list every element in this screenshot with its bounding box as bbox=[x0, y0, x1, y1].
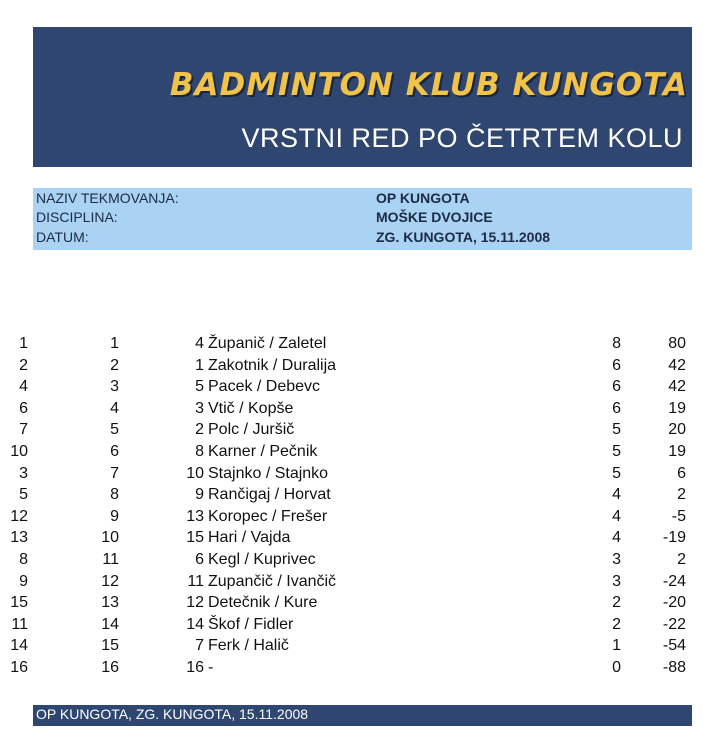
pair-name-cell: Karner / Pečnik bbox=[208, 443, 318, 460]
pair-name-cell: Stajnko / Stajnko bbox=[208, 464, 329, 482]
wins-cell: 0 bbox=[612, 659, 621, 676]
table-row bbox=[0, 421, 720, 442]
pair-number-cell: 2 bbox=[195, 421, 204, 439]
point-difference-cell: 2 bbox=[677, 551, 686, 568]
seed-cell: 2 bbox=[19, 356, 28, 374]
info-label: NAZIV TEKMOVANJA: bbox=[36, 190, 179, 206]
rank-cell: 4 bbox=[110, 399, 119, 417]
table-row bbox=[0, 616, 720, 637]
rank-cell: 7 bbox=[110, 464, 119, 482]
point-difference-cell: -19 bbox=[662, 529, 686, 547]
point-difference-cell: 2 bbox=[677, 486, 686, 504]
pair-name-cell: Škof / Fidler bbox=[208, 615, 294, 633]
seed-cell: 10 bbox=[10, 443, 28, 460]
wins-cell: 8 bbox=[612, 335, 621, 352]
seed-cell: 4 bbox=[19, 378, 28, 396]
point-difference-cell: -22 bbox=[662, 615, 686, 633]
pair-name-cell: - bbox=[208, 659, 214, 676]
seed-cell: 15 bbox=[10, 594, 28, 612]
pair-name-cell: Pacek / Debevc bbox=[208, 378, 321, 396]
wins-cell: 3 bbox=[612, 572, 621, 590]
wins-cell: 4 bbox=[612, 486, 621, 504]
table-row bbox=[0, 551, 720, 572]
rank-cell: 16 bbox=[101, 659, 119, 676]
footer-bar bbox=[33, 705, 692, 726]
info-value: ZG. KUNGOTA, 15.11.2008 bbox=[376, 229, 551, 245]
wins-cell: 6 bbox=[612, 356, 621, 374]
rank-cell: 8 bbox=[110, 486, 119, 504]
wins-cell: 5 bbox=[612, 464, 621, 482]
point-difference-cell: -20 bbox=[662, 594, 686, 612]
rank-cell: 13 bbox=[101, 594, 119, 612]
wins-cell: 6 bbox=[612, 399, 621, 417]
pair-name-cell: Rančigaj / Horvat bbox=[208, 486, 331, 504]
wins-cell: 2 bbox=[612, 615, 621, 633]
pair-number-cell: 13 bbox=[186, 507, 204, 525]
table-row bbox=[0, 357, 720, 378]
pair-number-cell: 8 bbox=[195, 443, 204, 460]
rank-cell: 3 bbox=[110, 378, 119, 396]
pair-number-cell: 9 bbox=[195, 486, 204, 504]
table-row bbox=[0, 486, 720, 507]
table-row bbox=[0, 508, 720, 529]
pair-number-cell: 11 bbox=[187, 572, 204, 590]
table-row bbox=[0, 594, 720, 615]
pair-name-cell: Detečnik / Kure bbox=[208, 594, 318, 612]
page-subtitle: VRSTNI RED PO ČETRTEM KOLU bbox=[241, 123, 683, 153]
club-title: BADMINTON KLUB KUNGOTA bbox=[169, 67, 688, 103]
rank-cell: 11 bbox=[102, 551, 119, 568]
seed-cell: 6 bbox=[19, 399, 28, 417]
rank-cell: 2 bbox=[110, 356, 119, 374]
footer-text: OP KUNGOTA, ZG. KUNGOTA, 15.11.2008 bbox=[36, 706, 309, 722]
point-difference-cell: 42 bbox=[668, 378, 686, 396]
pair-number-cell: 1 bbox=[195, 356, 204, 374]
pair-number-cell: 7 bbox=[195, 637, 204, 655]
rank-cell: 14 bbox=[101, 615, 119, 633]
pair-number-cell: 5 bbox=[195, 378, 204, 396]
seed-cell: 8 bbox=[19, 551, 28, 568]
info-row-date bbox=[33, 229, 692, 247]
table-row bbox=[0, 378, 720, 399]
pair-name-cell: Županič / Zaletel bbox=[208, 335, 327, 352]
seed-cell: 7 bbox=[19, 421, 28, 439]
table-row bbox=[0, 529, 720, 550]
point-difference-cell: -24 bbox=[662, 572, 686, 590]
table-row bbox=[0, 465, 720, 486]
seed-cell: 12 bbox=[10, 507, 28, 525]
wins-cell: 2 bbox=[612, 594, 621, 612]
wins-cell: 4 bbox=[612, 529, 621, 547]
seed-cell: 9 bbox=[19, 572, 28, 590]
seed-cell: 11 bbox=[11, 615, 28, 633]
rank-cell: 10 bbox=[101, 529, 119, 547]
pair-number-cell: 12 bbox=[186, 594, 204, 612]
wins-cell: 5 bbox=[612, 421, 621, 439]
rank-cell: 9 bbox=[110, 507, 119, 525]
info-label: DATUM: bbox=[36, 229, 89, 245]
pair-number-cell: 3 bbox=[195, 399, 204, 417]
wins-cell: 5 bbox=[612, 443, 621, 460]
seed-cell: 14 bbox=[10, 637, 28, 655]
info-value: MOŠKE DVOJICE bbox=[376, 209, 493, 225]
pair-number-cell: 15 bbox=[186, 529, 204, 547]
table-row bbox=[0, 335, 720, 356]
info-row-competition bbox=[33, 190, 692, 208]
rank-cell: 12 bbox=[101, 572, 119, 590]
point-difference-cell: 6 bbox=[677, 464, 686, 482]
point-difference-cell: 19 bbox=[668, 399, 686, 417]
table-row bbox=[0, 573, 720, 594]
info-value: OP KUNGOTA bbox=[376, 190, 470, 206]
pair-number-cell: 4 bbox=[195, 335, 204, 352]
pair-name-cell: Zakotnik / Duralija bbox=[208, 356, 337, 374]
rank-cell: 6 bbox=[110, 443, 119, 460]
seed-cell: 16 bbox=[10, 659, 28, 676]
pair-name-cell: Koropec / Frešer bbox=[208, 507, 328, 525]
point-difference-cell: 80 bbox=[668, 335, 686, 352]
pair-name-cell: Vtič / Kopše bbox=[208, 399, 294, 417]
seed-cell: 5 bbox=[19, 486, 28, 504]
pair-name-cell: Polc / Juršič bbox=[208, 421, 295, 439]
rank-cell: 1 bbox=[110, 335, 119, 352]
table-row bbox=[0, 443, 720, 464]
info-row-discipline bbox=[33, 209, 692, 227]
point-difference-cell: 19 bbox=[668, 443, 686, 460]
pair-name-cell: Hari / Vajda bbox=[208, 529, 291, 547]
point-difference-cell: -54 bbox=[662, 637, 686, 655]
pair-number-cell: 10 bbox=[186, 464, 204, 482]
pair-name-cell: Ferk / Halič bbox=[208, 637, 289, 655]
wins-cell: 6 bbox=[612, 378, 621, 396]
rank-cell: 15 bbox=[101, 637, 119, 655]
point-difference-cell: 20 bbox=[668, 421, 686, 439]
info-label: DISCIPLINA: bbox=[36, 209, 118, 225]
wins-cell: 4 bbox=[612, 507, 621, 525]
wins-cell: 1 bbox=[612, 637, 621, 655]
competition-info bbox=[33, 188, 692, 250]
pair-number-cell: 6 bbox=[195, 551, 204, 568]
pair-name-cell: Zupančič / Ivančič bbox=[208, 572, 337, 590]
seed-cell: 3 bbox=[19, 464, 28, 482]
point-difference-cell: 42 bbox=[668, 356, 686, 374]
pair-number-cell: 16 bbox=[186, 659, 204, 676]
table-row bbox=[0, 400, 720, 421]
header-banner bbox=[33, 27, 692, 167]
point-difference-cell: -88 bbox=[662, 659, 686, 676]
rank-cell: 5 bbox=[110, 421, 119, 439]
point-difference-cell: -5 bbox=[671, 507, 686, 525]
seed-cell: 13 bbox=[10, 529, 28, 547]
wins-cell: 3 bbox=[612, 551, 621, 568]
table-row bbox=[0, 637, 720, 658]
seed-cell: 1 bbox=[19, 335, 28, 352]
pair-name-cell: Kegl / Kuprivec bbox=[208, 551, 316, 568]
pair-number-cell: 14 bbox=[186, 615, 204, 633]
table-row bbox=[0, 659, 720, 680]
